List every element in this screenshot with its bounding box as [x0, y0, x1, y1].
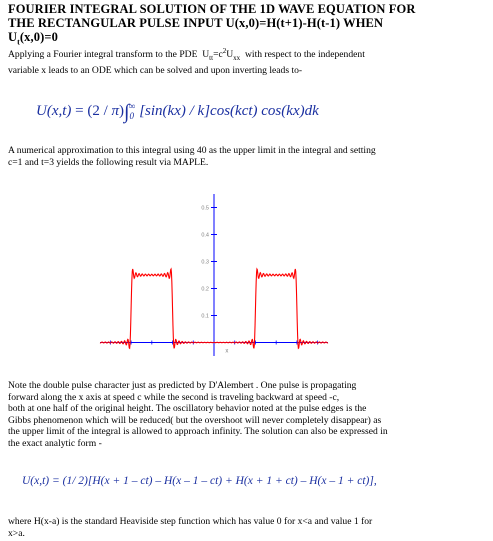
integral-equation: $U(x,t) = (2 / \pi)\int_0^\infty$ [sin(kx) / k]cos(kct) cos(kx)dk: [36, 101, 319, 123]
maple-pulse-plot: [94, 182, 334, 372]
footer-line-1: where H(x-a) is the standard Heaviside step function which has value 0 for x<a and value 1 for: [8, 516, 373, 527]
numeric-line-2: c=1 and t=3 yields the following result via MAPLE.: [8, 156, 209, 168]
note-line-5: the upper limit of the integral is allowed to approach infinity. The solution can also be expressed in: [8, 426, 388, 438]
y-tick-label: 0.1: [201, 313, 209, 320]
title-line-3: $U_t(x,0)=0$: [8, 30, 58, 47]
note-line-3: both at one half of the original height. The oscillatory behavior noted at the pulse edges is the: [8, 403, 367, 415]
title-line-1: FOURIER INTEGRAL SOLUTION OF THE 1D WAVE EQUATION FOR: [8, 2, 416, 16]
y-tick-label: 0.2: [201, 286, 209, 293]
note-line-6: the exact analytic form -: [8, 437, 102, 449]
document-title: [8, 2, 486, 50]
y-tick-label: 0.4: [201, 232, 209, 239]
note-line-2: forward along the x axis at speed c while the second is traveling backward at speed -c,: [8, 391, 340, 403]
intro-line-2: variable x leads to an ODE which can be solved and upon inverting leads to-: [8, 64, 303, 76]
plot-axes: [100, 194, 328, 356]
note-line-1: Note the double pulse character just as predicted by D'Alembert . One pulse is propagating: [8, 380, 357, 391]
intro-line-1: Applying a Fourier integral transform to the PDE $U_{tt}=c^2U_{xx}$ with respect to the independent: [8, 47, 365, 63]
numeric-line-1: A numerical approximation to this integral using 40 as the upper limit in the integral and setting: [8, 145, 376, 156]
numeric-paragraph: [8, 145, 376, 168]
note-paragraph: [8, 380, 388, 450]
intro-paragraph: [8, 46, 365, 76]
title-line-2: THE RECTANGULAR PULSE INPUT U(x,0)=H(t+1)-H(t-1) WHEN: [8, 16, 384, 30]
note-line-4: Gibbs phenomenon which will be reduced( but the overshoot will never completely disappear) as: [8, 414, 382, 426]
footer-paragraph: [8, 516, 372, 539]
y-tick-label: 0.5: [201, 205, 209, 212]
footer-line-2: x>a.: [8, 527, 25, 539]
x-origin-label: x: [225, 348, 229, 355]
y-tick-label: 0.3: [201, 259, 209, 266]
heaviside-equation: U(x,t) = (1/ 2)[H(x + 1 – ct) – H(x – 1 – ct) + H(x + 1 + ct) – H(x – 1 + ct)],: [22, 475, 377, 487]
